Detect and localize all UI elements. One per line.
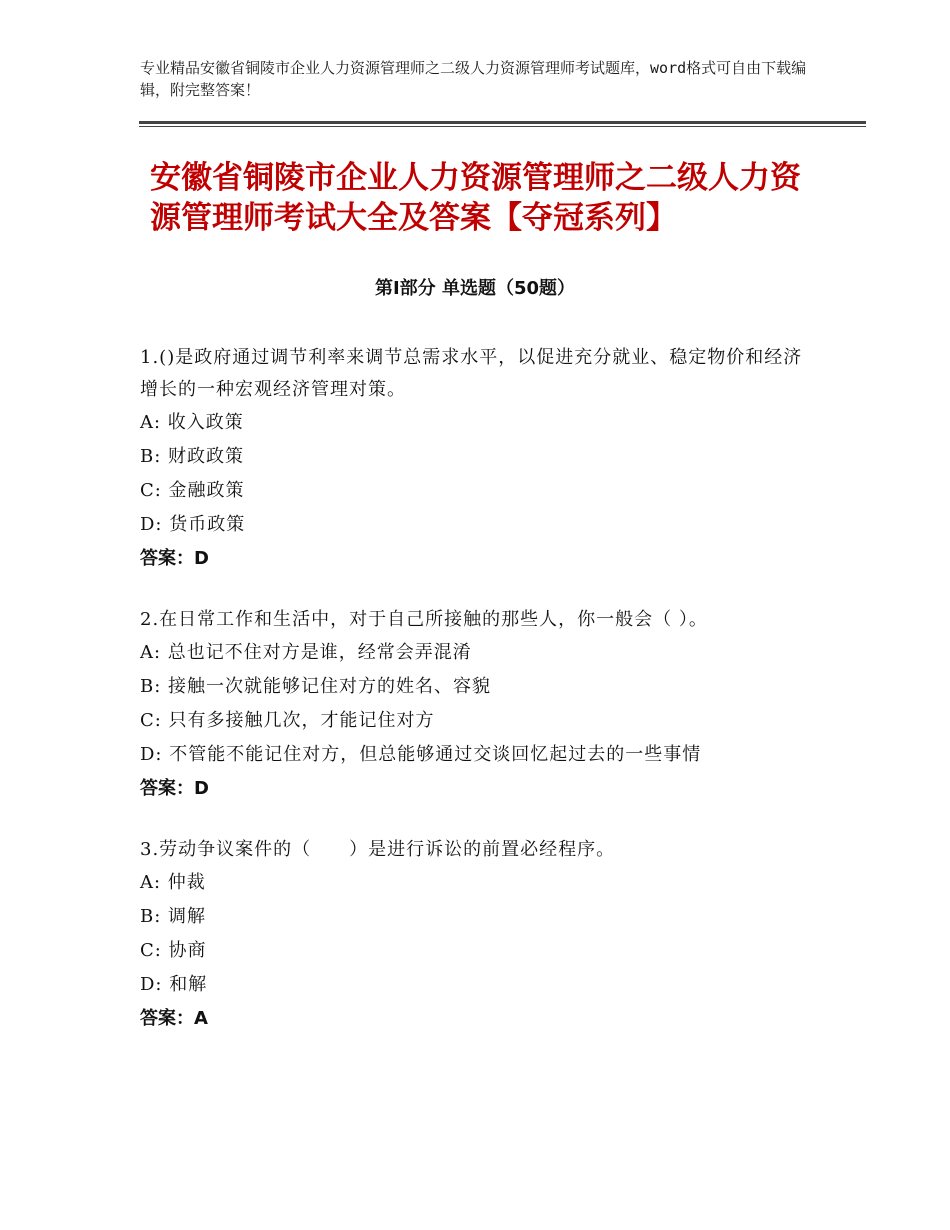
- question-1: [140, 342, 820, 576]
- option-b: B: 调解: [140, 906, 207, 927]
- option-a: A: 收入政策: [140, 412, 244, 433]
- option-a: A: 仲裁: [140, 872, 206, 893]
- header-divider-thin: [139, 126, 866, 127]
- header-divider-thick: [139, 121, 866, 124]
- option-d: D: 不管能不能记住对方，但总能够通过交谈回忆起过去的一些事情: [140, 744, 702, 765]
- section-title: 第Ⅰ部分 单选题（50题）: [374, 278, 575, 299]
- question-stem: 2.在日常工作和生活中，对于自己所接触的那些人，你一般会（ ）。: [140, 609, 708, 630]
- answer-label: 答案：A: [140, 1008, 208, 1029]
- header-note: 专业精品安徽省铜陵市企业人力资源管理师之二级人力资源管理师考试题库，word格式可自由下载编辑，附完整答案！: [140, 59, 807, 99]
- answer-label: 答案：D: [140, 548, 209, 569]
- question-stem: 3.劳动争议案件的（ ）是进行诉讼的前置必经程序。: [140, 839, 616, 860]
- question-2: [140, 604, 820, 806]
- option-d: D: 货币政策: [140, 514, 246, 535]
- document-title: 安徽省铜陵市企业人力资源管理师之二级人力资源管理师考试大全及答案【夺冠系列】: [150, 160, 801, 236]
- option-c: C: 只有多接触几次，才能记住对方: [140, 710, 435, 731]
- option-c: C: 金融政策: [140, 480, 245, 501]
- question-stem: 1.()是政府通过调节利率来调节总需求水平，以促进充分就业、稳定物价和经济增长的一种宏观经济管理对策。: [140, 347, 803, 400]
- option-a: A: 总也记不住对方是谁，经常会弄混淆: [140, 642, 472, 663]
- option-d: D: 和解: [140, 974, 208, 995]
- option-c: C: 协商: [140, 940, 207, 961]
- question-3: [140, 834, 820, 1036]
- answer-label: 答案：D: [140, 778, 209, 799]
- question-list: [140, 342, 820, 1064]
- option-b: B: 接触一次就能够记住对方的姓名、容貌: [140, 676, 492, 697]
- option-b: B: 财政政策: [140, 446, 245, 467]
